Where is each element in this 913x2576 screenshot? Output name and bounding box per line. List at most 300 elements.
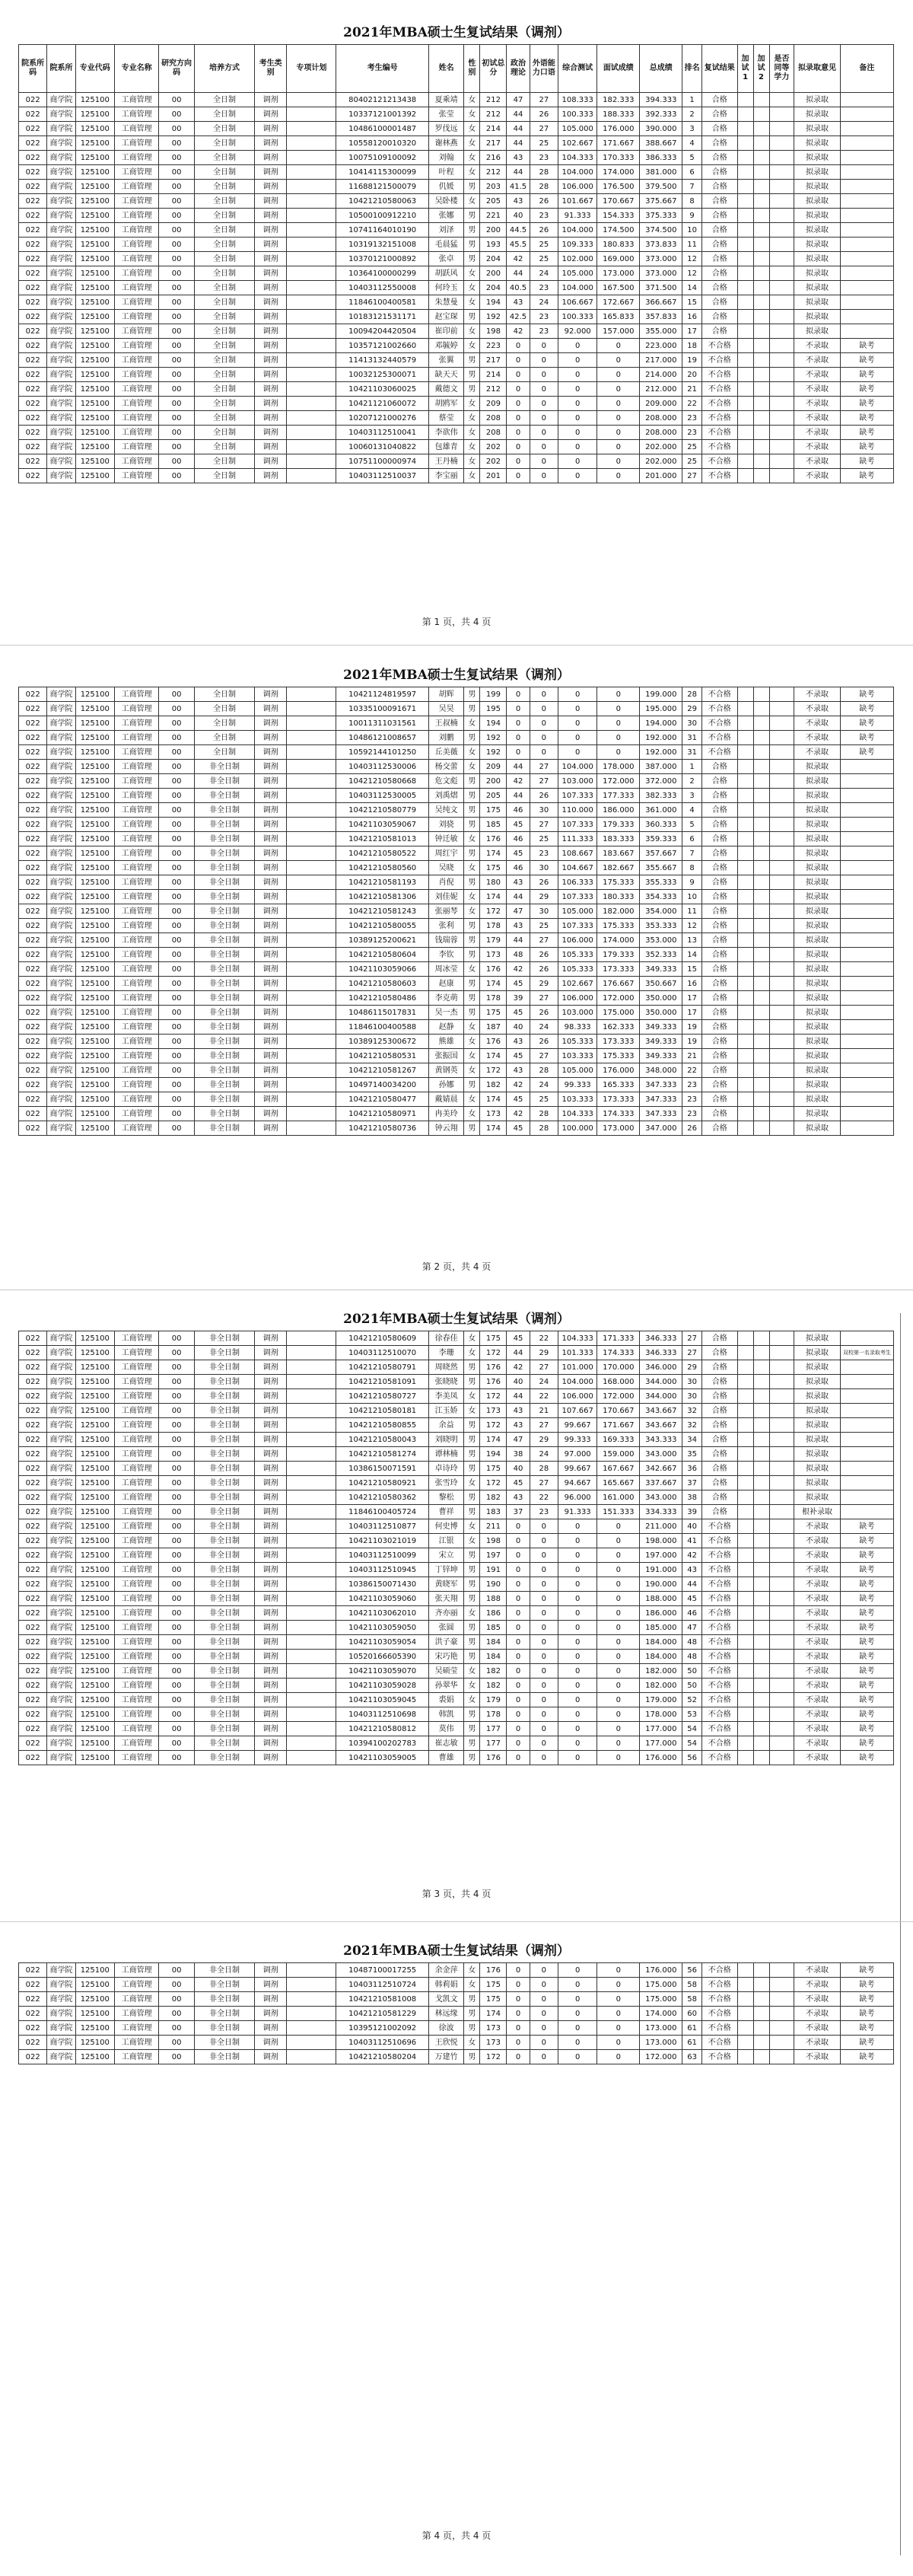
cell-retest-result: 不合格 (701, 731, 737, 745)
cell-dept-code: 022 (19, 1635, 47, 1650)
cell-extra-test-1 (737, 411, 753, 426)
cell-prelim-score: 217 (480, 136, 507, 151)
cell-extra-test-1 (737, 1375, 753, 1389)
cell-rank: 38 (682, 1490, 702, 1505)
cell-admission-opinion: 拟录取 (794, 107, 841, 122)
cell-major-code: 125100 (75, 760, 114, 774)
cell-candidate-name: 钱瑞蓉 (428, 933, 464, 948)
cell-gender: 女 (464, 1331, 480, 1346)
cell-rank: 6 (682, 832, 702, 846)
cell-prelim-score: 173 (480, 2021, 507, 2036)
cell-oral-english-score: 0 (530, 1577, 558, 1592)
cell-extra-test-2 (753, 774, 769, 789)
cell-prelim-score: 208 (480, 426, 507, 440)
cell-oral-english-score: 0 (530, 1978, 558, 1992)
cell-total-score: 199.000 (640, 687, 682, 702)
cell-dept-code: 022 (19, 687, 47, 702)
cell-gender: 女 (464, 469, 480, 483)
cell-major-code: 125100 (75, 339, 114, 353)
cell-comprehensive-score: 0 (558, 339, 597, 353)
table-row (19, 919, 894, 933)
cell-study-mode: 全日制 (194, 209, 254, 223)
cell-total-score: 354.000 (640, 904, 682, 919)
cell-direction-code: 00 (159, 266, 195, 281)
cell-oral-english-score: 0 (530, 1606, 558, 1621)
cell-rank: 36 (682, 1462, 702, 1476)
cell-candidate-name: 王丹楠 (428, 454, 464, 469)
cell-study-mode: 非全日制 (194, 1963, 254, 1978)
cell-comprehensive-score: 0 (558, 1635, 597, 1650)
cell-candidate-id: 10421210580486 (336, 991, 428, 1006)
table-row (19, 1107, 894, 1121)
cell-extra-test-2 (753, 1534, 769, 1548)
cell-comprehensive-score: 102.667 (558, 977, 597, 991)
cell-rank: 19 (682, 353, 702, 368)
cell-dept-name: 商学院 (47, 2007, 75, 2021)
cell-rank: 21 (682, 382, 702, 397)
cell-major-name: 工商管理 (114, 1606, 158, 1621)
cell-study-mode: 非全日制 (194, 977, 254, 991)
cell-retest-result: 合格 (701, 803, 737, 818)
table-row (19, 875, 894, 890)
cell-major-code: 125100 (75, 353, 114, 368)
cell-gender: 男 (464, 368, 480, 382)
cell-candidate-type: 调剂 (255, 904, 287, 919)
cell-dept-code: 022 (19, 1679, 47, 1693)
cell-extra-test-1 (737, 1346, 753, 1360)
cell-study-mode: 非全日制 (194, 1548, 254, 1563)
cell-retest-result: 合格 (701, 1433, 737, 1447)
cell-comprehensive-score: 0 (558, 411, 597, 426)
cell-prelim-score: 200 (480, 774, 507, 789)
cell-major-code: 125100 (75, 1963, 114, 1978)
cell-extra-test-2 (753, 832, 769, 846)
cell-dept-name: 商学院 (47, 1519, 75, 1534)
cell-prelim-score: 173 (480, 1107, 507, 1121)
cell-special-plan (287, 324, 336, 339)
cell-candidate-name: 崔印前 (428, 324, 464, 339)
cell-oral-english-score: 26 (530, 107, 558, 122)
cell-remark: 缺考 (840, 1635, 893, 1650)
cell-equivalent-degree (769, 1505, 794, 1519)
cell-oral-english-score: 0 (530, 2007, 558, 2021)
cell-special-plan (287, 1006, 336, 1020)
cell-candidate-id: 10403112510041 (336, 426, 428, 440)
cell-special-plan (287, 716, 336, 731)
cell-oral-english-score: 0 (530, 731, 558, 745)
cell-study-mode: 非全日制 (194, 1476, 254, 1490)
cell-extra-test-1 (737, 1679, 753, 1693)
cell-admission-opinion: 拟录取 (794, 933, 841, 948)
cell-gender: 男 (464, 789, 480, 803)
cell-gender: 男 (464, 1563, 480, 1577)
cell-politics-score: 42 (507, 324, 530, 339)
cell-admission-opinion: 不录取 (794, 2036, 841, 2050)
cell-major-code: 125100 (75, 687, 114, 702)
cell-candidate-type: 调剂 (255, 1736, 287, 1751)
cell-retest-result: 不合格 (701, 745, 737, 760)
cell-major-name: 工商管理 (114, 136, 158, 151)
cell-candidate-type: 调剂 (255, 745, 287, 760)
cell-special-plan (287, 310, 336, 324)
cell-candidate-id: 10421103059054 (336, 1635, 428, 1650)
cell-admission-opinion: 不录取 (794, 1534, 841, 1548)
cell-special-plan (287, 2036, 336, 2050)
cell-retest-result: 不合格 (701, 687, 737, 702)
cell-equivalent-degree (769, 760, 794, 774)
cell-dept-code: 022 (19, 382, 47, 397)
cell-extra-test-1 (737, 1107, 753, 1121)
cell-remark: 缺考 (840, 1693, 893, 1707)
cell-study-mode: 非全日制 (194, 1679, 254, 1693)
cell-candidate-type: 调剂 (255, 165, 287, 180)
cell-direction-code: 00 (159, 2050, 195, 2064)
cell-direction-code: 00 (159, 1490, 195, 1505)
cell-interview-score: 174.000 (597, 933, 640, 948)
cell-comprehensive-score: 0 (558, 1606, 597, 1621)
cell-dept-code: 022 (19, 440, 47, 454)
table-row (19, 2036, 894, 2050)
cell-interview-score: 171.333 (597, 1331, 640, 1346)
cell-special-plan (287, 281, 336, 295)
cell-major-code: 125100 (75, 209, 114, 223)
cell-equivalent-degree (769, 122, 794, 136)
cell-major-name: 工商管理 (114, 1006, 158, 1020)
cell-comprehensive-score: 0 (558, 1978, 597, 1992)
cell-direction-code: 00 (159, 1563, 195, 1577)
cell-interview-score: 170.000 (597, 1360, 640, 1375)
cell-study-mode: 非全日制 (194, 962, 254, 977)
cell-direction-code: 00 (159, 223, 195, 238)
cell-rank: 12 (682, 266, 702, 281)
cell-politics-score: 40.5 (507, 281, 530, 295)
cell-admission-opinion: 不录取 (794, 1519, 841, 1534)
cell-retest-result: 合格 (701, 904, 737, 919)
cell-study-mode: 非全日制 (194, 832, 254, 846)
cell-dept-code: 022 (19, 1534, 47, 1548)
cell-prelim-score: 173 (480, 948, 507, 962)
cell-equivalent-degree (769, 1433, 794, 1447)
cell-comprehensive-score: 0 (558, 1963, 597, 1978)
cell-prelim-score: 174 (480, 2007, 507, 2021)
cell-candidate-id: 10389125200621 (336, 933, 428, 948)
cell-dept-code: 022 (19, 1978, 47, 1992)
cell-candidate-name: 缺天天 (428, 368, 464, 382)
cell-extra-test-2 (753, 2036, 769, 2050)
cell-total-score: 202.000 (640, 440, 682, 454)
cell-rank: 10 (682, 890, 702, 904)
cell-major-name: 工商管理 (114, 1476, 158, 1490)
cell-remark: 缺考 (840, 368, 893, 382)
cell-prelim-score: 217 (480, 353, 507, 368)
cell-rank: 29 (682, 702, 702, 716)
cell-oral-english-score: 23 (530, 846, 558, 861)
cell-candidate-name: 赵康 (428, 977, 464, 991)
cell-extra-test-2 (753, 1331, 769, 1346)
cell-special-plan (287, 1462, 336, 1476)
cell-extra-test-2 (753, 1375, 769, 1389)
cell-extra-test-2 (753, 107, 769, 122)
cell-politics-score: 42.5 (507, 310, 530, 324)
cell-study-mode: 全日制 (194, 136, 254, 151)
cell-retest-result: 合格 (701, 1490, 737, 1505)
cell-gender: 男 (464, 1418, 480, 1433)
cell-study-mode: 非全日制 (194, 1534, 254, 1548)
cell-admission-opinion: 不录取 (794, 1577, 841, 1592)
cell-rank: 1 (682, 760, 702, 774)
cell-major-code: 125100 (75, 1519, 114, 1534)
cell-oral-english-score: 26 (530, 1006, 558, 1020)
cell-special-plan (287, 1606, 336, 1621)
cell-extra-test-1 (737, 382, 753, 397)
cell-total-score: 353.000 (640, 933, 682, 948)
cell-candidate-id: 10421103059028 (336, 1679, 428, 1693)
cell-rank: 27 (682, 1331, 702, 1346)
cell-equivalent-degree (769, 397, 794, 411)
table-row (19, 209, 894, 223)
cell-dept-code: 022 (19, 238, 47, 252)
cell-direction-code: 00 (159, 716, 195, 731)
cell-comprehensive-score: 103.333 (558, 1092, 597, 1107)
cell-remark (840, 1049, 893, 1063)
cell-remark: 缺考 (840, 1592, 893, 1606)
cell-gender: 男 (464, 2007, 480, 2021)
cell-candidate-name: 孙娜 (428, 1078, 464, 1092)
cell-gender: 女 (464, 151, 480, 165)
cell-remark: 缺考 (840, 440, 893, 454)
cell-extra-test-2 (753, 122, 769, 136)
cell-candidate-name: 张翼 (428, 353, 464, 368)
cell-gender: 女 (464, 861, 480, 875)
cell-remark (840, 875, 893, 890)
cell-dept-name: 商学院 (47, 991, 75, 1006)
cell-comprehensive-score: 101.667 (558, 194, 597, 209)
cell-politics-score: 40 (507, 1462, 530, 1476)
cell-equivalent-degree (769, 454, 794, 469)
cell-dept-code: 022 (19, 1664, 47, 1679)
table-row (19, 1707, 894, 1722)
cell-study-mode: 全日制 (194, 252, 254, 266)
cell-politics-score: 44.5 (507, 223, 530, 238)
cell-candidate-id: 10370121000892 (336, 252, 428, 266)
cell-rank: 41 (682, 1534, 702, 1548)
cell-rank: 9 (682, 875, 702, 890)
cell-major-name: 工商管理 (114, 1505, 158, 1519)
cell-comprehensive-score: 105.000 (558, 1063, 597, 1078)
cell-candidate-name: 韩莉娟 (428, 1978, 464, 1992)
cell-equivalent-degree (769, 1121, 794, 1136)
cell-direction-code: 00 (159, 1078, 195, 1092)
cell-comprehensive-score: 0 (558, 469, 597, 483)
cell-direction-code: 00 (159, 803, 195, 818)
cell-rank: 1 (682, 93, 702, 107)
cell-extra-test-2 (753, 469, 769, 483)
cell-major-name: 工商管理 (114, 1078, 158, 1092)
cell-politics-score: 0 (507, 382, 530, 397)
cell-extra-test-2 (753, 1476, 769, 1490)
cell-special-plan (287, 774, 336, 789)
cell-equivalent-degree (769, 324, 794, 339)
cell-interview-score: 0 (597, 2050, 640, 2064)
cell-prelim-score: 200 (480, 266, 507, 281)
page-footer: 第 2 页，共 4 页 (422, 1261, 491, 1272)
cell-oral-english-score: 0 (530, 702, 558, 716)
cell-admission-opinion: 不录取 (794, 1751, 841, 1765)
cell-rank: 23 (682, 1078, 702, 1092)
cell-equivalent-degree (769, 1606, 794, 1621)
cell-candidate-type: 调剂 (255, 382, 287, 397)
cell-special-plan (287, 1447, 336, 1462)
cell-major-name: 工商管理 (114, 107, 158, 122)
cell-dept-code: 022 (19, 1107, 47, 1121)
cell-study-mode: 全日制 (194, 426, 254, 440)
cell-retest-result: 不合格 (701, 469, 737, 483)
cell-study-mode: 全日制 (194, 107, 254, 122)
cell-gender: 男 (464, 818, 480, 832)
cell-total-score: 184.000 (640, 1635, 682, 1650)
cell-direction-code: 00 (159, 1433, 195, 1447)
table-row (19, 397, 894, 411)
cell-total-score: 184.000 (640, 1650, 682, 1664)
cell-prelim-score: 174 (480, 846, 507, 861)
cell-candidate-name: 李美凤 (428, 1389, 464, 1404)
cell-dept-code: 022 (19, 774, 47, 789)
cell-candidate-id: 10421210580609 (336, 1331, 428, 1346)
cell-retest-result: 不合格 (701, 1693, 737, 1707)
cell-prelim-score: 176 (480, 962, 507, 977)
results-table-page-3 (18, 1331, 894, 1765)
cell-comprehensive-score: 106.000 (558, 180, 597, 194)
cell-major-name: 工商管理 (114, 252, 158, 266)
cell-rank: 22 (682, 397, 702, 411)
page-footer: 第 1 页，共 4 页 (422, 617, 491, 627)
cell-extra-test-2 (753, 1736, 769, 1751)
cell-major-code: 125100 (75, 803, 114, 818)
cell-oral-english-score: 22 (530, 1389, 558, 1404)
cell-interview-score: 165.833 (597, 310, 640, 324)
cell-major-code: 125100 (75, 716, 114, 731)
cell-direction-code: 00 (159, 962, 195, 977)
cell-prelim-score: 176 (480, 1963, 507, 1978)
cell-remark: 缺考 (840, 1534, 893, 1548)
cell-candidate-type: 调剂 (255, 1519, 287, 1534)
cell-politics-score: 42 (507, 1078, 530, 1092)
cell-direction-code: 00 (159, 789, 195, 803)
cell-extra-test-2 (753, 310, 769, 324)
cell-interview-score: 0 (597, 1635, 640, 1650)
cell-extra-test-2 (753, 1751, 769, 1765)
cell-interview-score: 0 (597, 454, 640, 469)
cell-special-plan (287, 1751, 336, 1765)
cell-major-name: 工商管理 (114, 977, 158, 991)
cell-remark: 缺考 (840, 1992, 893, 2007)
cell-extra-test-1 (737, 1447, 753, 1462)
cell-remark (840, 760, 893, 774)
cell-retest-result: 合格 (701, 310, 737, 324)
cell-special-plan (287, 180, 336, 194)
cell-dept-code: 022 (19, 1963, 47, 1978)
cell-comprehensive-score: 105.333 (558, 1035, 597, 1049)
cell-equivalent-degree (769, 1519, 794, 1534)
cell-remark (840, 1107, 893, 1121)
cell-interview-score: 177.333 (597, 789, 640, 803)
cell-remark: 缺考 (840, 1548, 893, 1563)
cell-politics-score: 0 (507, 1693, 530, 1707)
cell-admission-opinion: 拟录取 (794, 136, 841, 151)
cell-candidate-type: 调剂 (255, 962, 287, 977)
cell-gender: 男 (464, 803, 480, 818)
cell-dept-code: 022 (19, 1121, 47, 1136)
cell-study-mode: 非全日制 (194, 1418, 254, 1433)
cell-politics-score: 0 (507, 1664, 530, 1679)
cell-admission-opinion: 拟录取 (794, 1476, 841, 1490)
cell-total-score: 357.833 (640, 310, 682, 324)
cell-comprehensive-score: 0 (558, 1548, 597, 1563)
cell-major-code: 125100 (75, 324, 114, 339)
cell-direction-code: 00 (159, 122, 195, 136)
cell-equivalent-degree (769, 2050, 794, 2064)
cell-candidate-name: 戴婧晨 (428, 1092, 464, 1107)
cell-gender: 男 (464, 1006, 480, 1020)
cell-major-code: 125100 (75, 1447, 114, 1462)
cell-oral-english-score: 0 (530, 1664, 558, 1679)
cell-oral-english-score: 0 (530, 1693, 558, 1707)
cell-comprehensive-score: 0 (558, 2021, 597, 2036)
cell-study-mode: 非全日制 (194, 904, 254, 919)
cell-prelim-score: 174 (480, 890, 507, 904)
cell-direction-code: 00 (159, 1476, 195, 1490)
cell-extra-test-1 (737, 1121, 753, 1136)
cell-dept-code: 022 (19, 875, 47, 890)
cell-comprehensive-score: 105.333 (558, 962, 597, 977)
cell-retest-result: 不合格 (701, 1650, 737, 1664)
cell-candidate-name: 吴一杰 (428, 1006, 464, 1020)
table-row (19, 861, 894, 875)
cell-candidate-type: 调剂 (255, 1476, 287, 1490)
cell-dept-name: 商学院 (47, 469, 75, 483)
cell-equivalent-degree (769, 702, 794, 716)
cell-comprehensive-score: 103.000 (558, 774, 597, 789)
cell-rank: 43 (682, 1563, 702, 1577)
cell-study-mode: 全日制 (194, 324, 254, 339)
cell-candidate-name: 李珊 (428, 1346, 464, 1360)
cell-special-plan (287, 368, 336, 382)
cell-remark: 缺考 (840, 687, 893, 702)
cell-dept-code: 022 (19, 252, 47, 266)
cell-retest-result: 合格 (701, 1078, 737, 1092)
cell-major-code: 125100 (75, 789, 114, 803)
cell-special-plan (287, 1476, 336, 1490)
cell-admission-opinion: 不录取 (794, 716, 841, 731)
cell-extra-test-2 (753, 426, 769, 440)
cell-extra-test-1 (737, 890, 753, 904)
cell-equivalent-degree (769, 2007, 794, 2021)
cell-extra-test-2 (753, 1346, 769, 1360)
cell-prelim-score: 172 (480, 2050, 507, 2064)
cell-candidate-name: 叶程 (428, 165, 464, 180)
cell-candidate-id: 10421210580812 (336, 1722, 428, 1736)
cell-admission-opinion: 拟录取 (794, 1346, 841, 1360)
cell-extra-test-1 (737, 1049, 753, 1063)
cell-candidate-type: 调剂 (255, 803, 287, 818)
cell-oral-english-score: 27 (530, 1418, 558, 1433)
cell-oral-english-score: 0 (530, 1635, 558, 1650)
cell-equivalent-degree (769, 745, 794, 760)
column-header: 初试总分 (480, 45, 507, 93)
cell-major-code: 125100 (75, 1107, 114, 1121)
cell-extra-test-2 (753, 1360, 769, 1375)
cell-interview-score: 0 (597, 1621, 640, 1635)
